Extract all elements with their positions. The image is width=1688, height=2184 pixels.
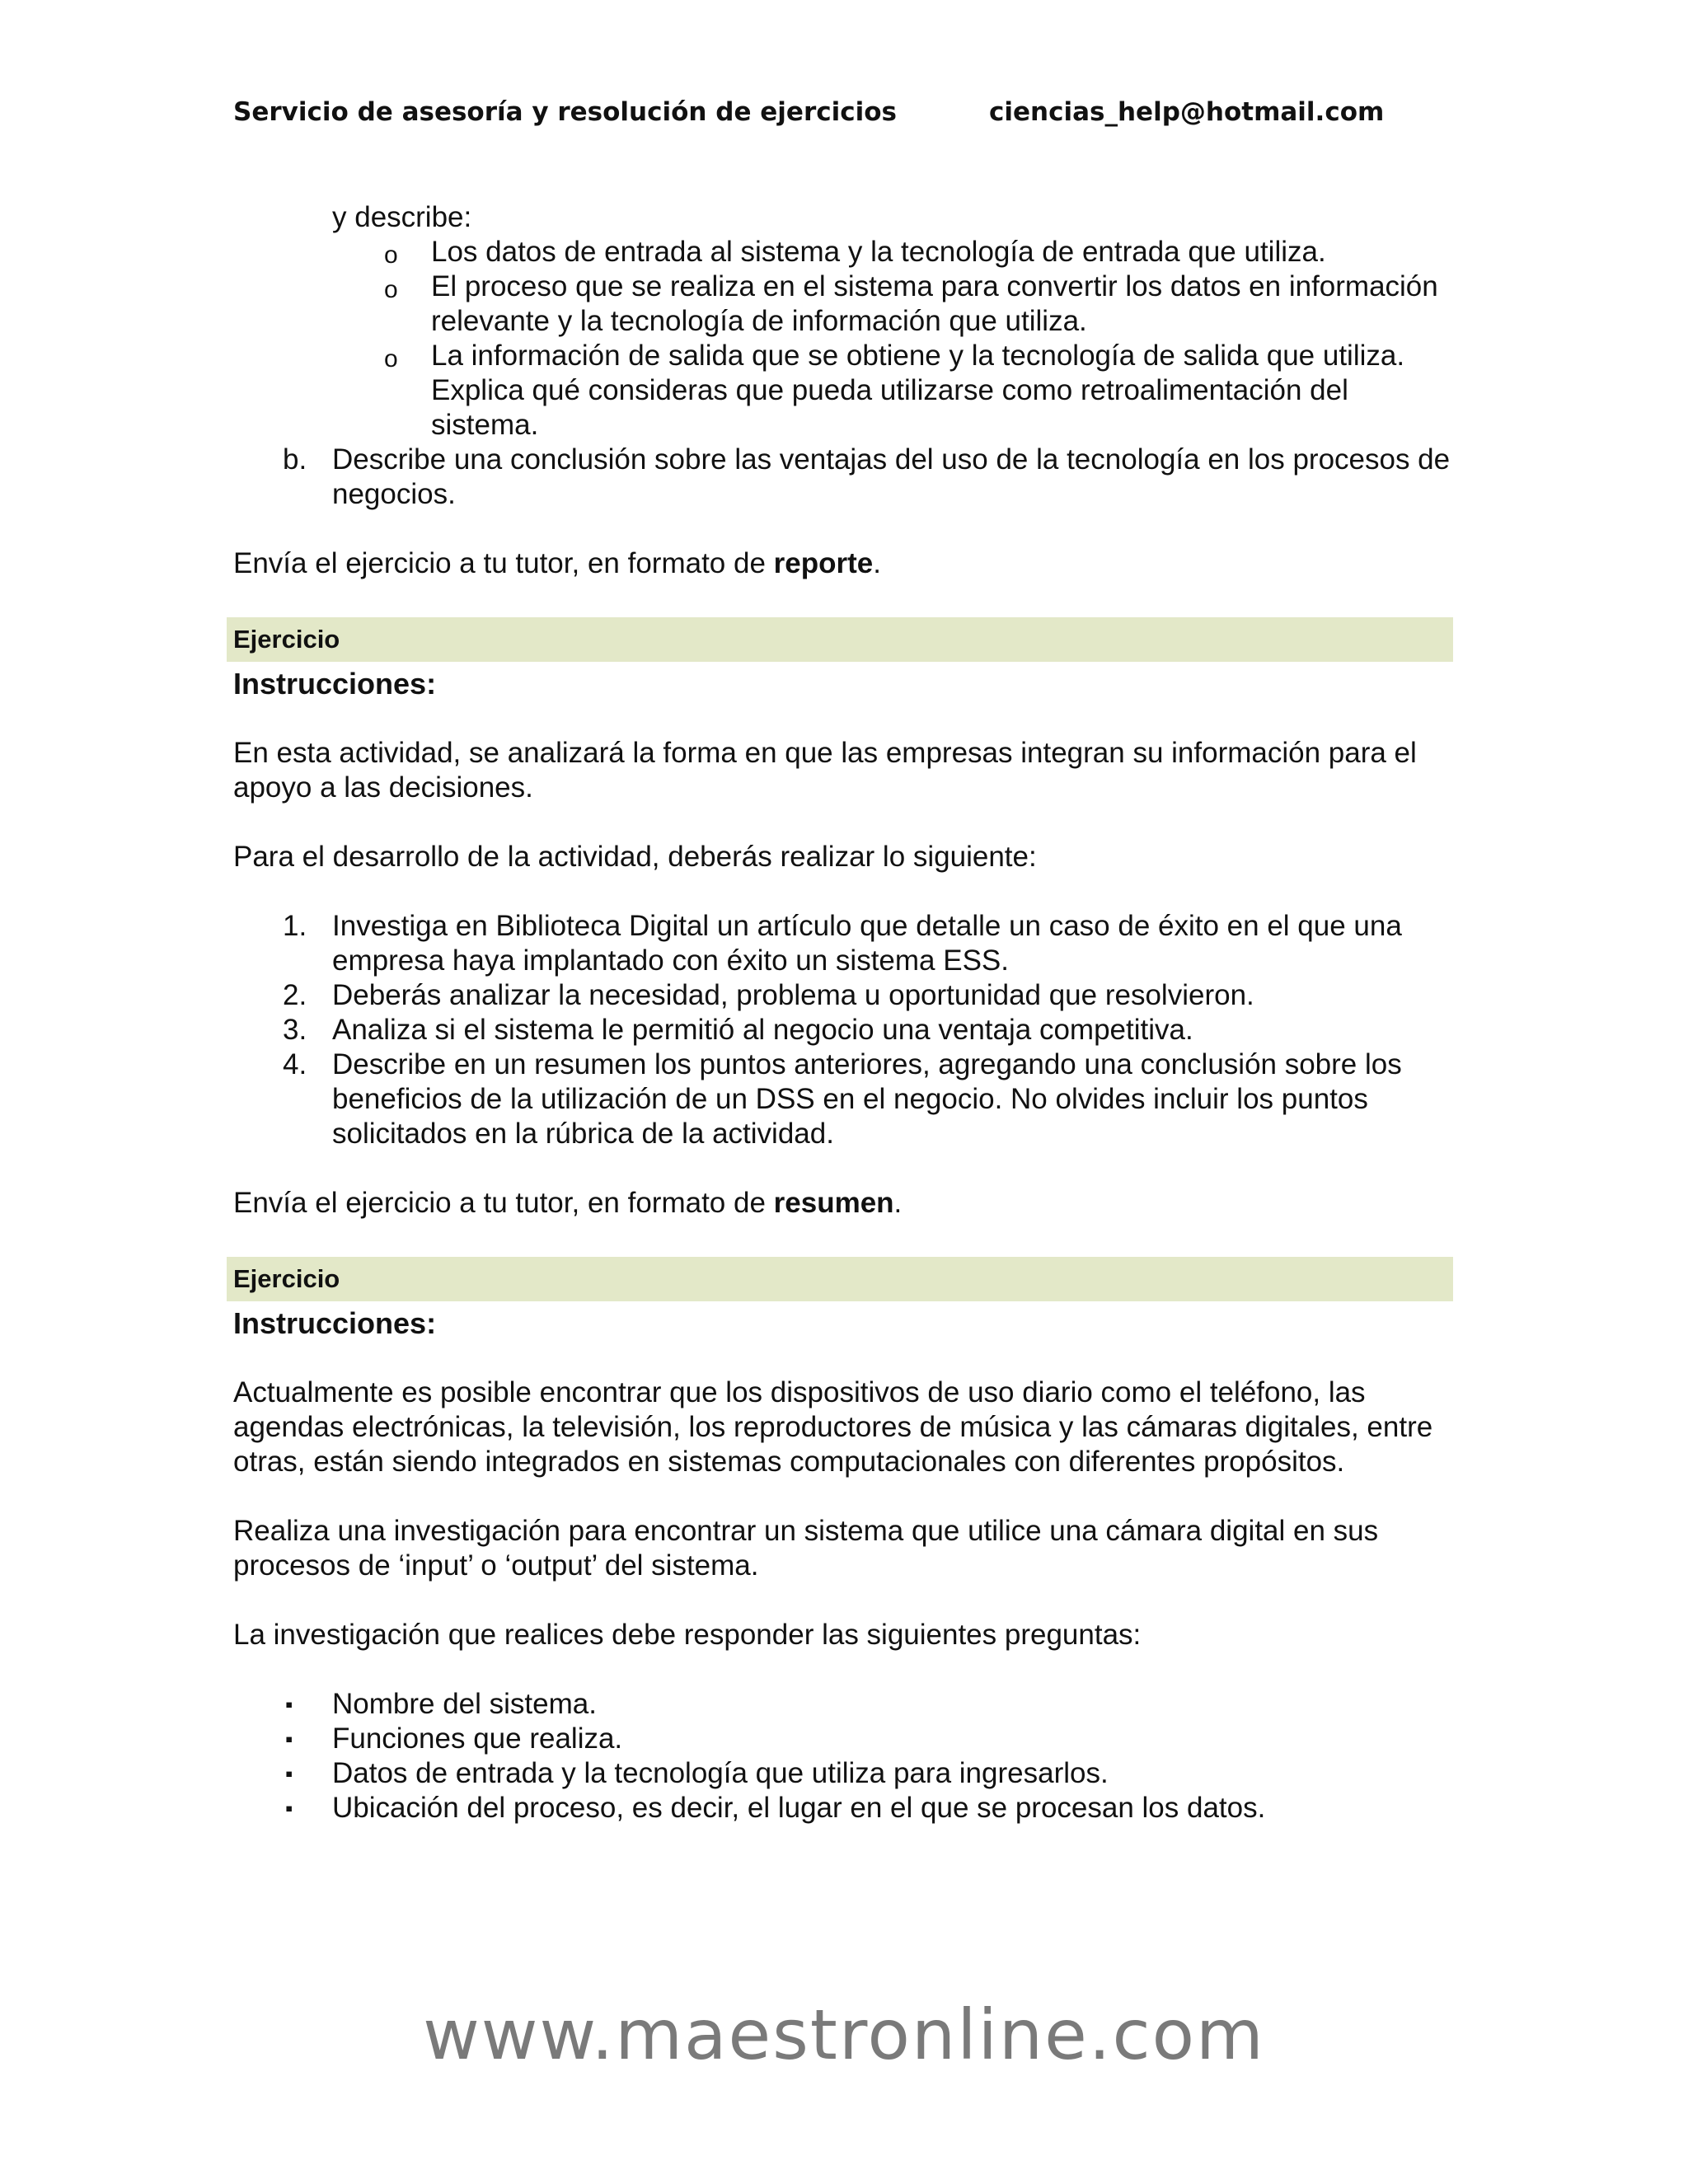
instructions-heading: Instrucciones: [233,1306,437,1340]
exercise-paragraph: Realiza una investigación para encontrar un sistema que utilice una cámara digital en sus procesos de ‘input’ o ‘output’ del sistema. [233,1515,1379,1582]
list-item [233,1013,1453,1047]
list-item [233,1687,1453,1722]
bullet-list [233,1687,1453,1825]
exercise-paragraph: Para el desarrollo de la actividad, deberás realizar lo siguiente: [233,841,1037,873]
square-bullet-icon: ▪ [285,1692,293,1717]
list-marker: 4. [283,1048,307,1080]
circle-bullet-icon: o [384,241,398,269]
numbered-list [233,909,1453,1151]
list-item [233,235,1453,269]
exercise-header-bar: Ejercicio [227,1257,1453,1301]
send-suffix: . [873,547,881,579]
list-item-text: Deberás analizar la necesidad, problema u oportunidad que resolvieron. [332,979,1254,1011]
list-marker: 2. [283,979,307,1011]
exercise-paragraph: La investigación que realices debe responder las siguientes preguntas: [233,1619,1142,1651]
send-suffix: . [893,1187,903,1219]
list-marker: 3. [283,1014,307,1046]
square-bullet-icon: ▪ [285,1727,293,1751]
send-format: reporte [773,547,874,579]
send-instruction [233,1186,1453,1221]
exercise-header-bar: Ejercicio [227,617,1453,662]
describe-sub-list [233,235,1453,443]
list-item-text: Ubicación del proceso, es decir, el lugar en el que se procesan los datos. [332,1792,1266,1824]
list-item [233,339,1453,443]
circle-bullet-icon: o [384,345,398,373]
send-text: Envía el ejercicio a tu tutor, en formato de [233,547,774,579]
circle-bullet-icon: o [384,276,398,303]
list-item [233,1722,1453,1756]
site-watermark: www.maestronline.com [423,1994,1265,2075]
exercise-paragraph: Actualmente es posible encontrar que los dispositivos de uso diario como el teléfono, las agendas electrónicas, la televisión, los reproductores de música y las cámaras digitales, entre otras, están siendo integrados en sistemas computacionales con diferentes propósitos. [233,1376,1433,1478]
list-item-text: Describe una conclusión sobre las ventajas del uso de la tecnología en los procesos de negocios. [332,443,1451,510]
square-bullet-icon: ▪ [285,1796,293,1821]
list-item-text: Investiga en Biblioteca Digital un artículo que detalle un caso de éxito en el que una empresa haya implantado con éxito un sistema ESS. [332,910,1402,977]
list-item-text: La información de salida que se obtiene y la tecnología de salida que utiliza. Explica qué consideras que pueda utilizarse como retroalimentación del sistema. [431,340,1405,441]
square-bullet-icon: ▪ [285,1761,293,1786]
list-item [233,978,1453,1013]
send-instruction [233,546,1453,581]
send-text: Envía el ejercicio a tu tutor, en formato de [233,1187,774,1219]
list-marker: b. [283,443,307,476]
list-item-text: Los datos de entrada al sistema y la tecnología de entrada que utiliza. [431,236,1326,268]
send-format: resumen [773,1187,894,1219]
list-item [233,443,1453,512]
describe-intro: y describe: [332,201,472,233]
list-item [233,1756,1453,1791]
list-item [233,1791,1453,1825]
list-item [233,1047,1453,1151]
list-marker: 1. [283,910,307,942]
list-item [233,909,1453,978]
list-item [233,269,1453,339]
list-item-text: Analiza si el sistema le permitió al negocio una ventaja competitiva. [332,1014,1193,1046]
header-email: ciencias_help@hotmail.com [989,97,1385,127]
list-item-text: El proceso que se realiza en el sistema para convertir los datos en información relevante y la tecnología de información que utiliza. [431,270,1438,337]
list-item-text: Nombre del sistema. [332,1688,597,1720]
alpha-list [233,443,1453,512]
page-content [233,200,1453,1825]
list-item-text: Funciones que realiza. [332,1722,623,1755]
list-item-text: Describe en un resumen los puntos anteriores, agregando una conclusión sobre los beneficios de la utilización de un DSS en el negocio. No olvides incluir los puntos solicitados en la rúbrica de la actividad. [332,1048,1402,1150]
list-item-text: Datos de entrada y la tecnología que utiliza para ingresarlos. [332,1757,1109,1789]
exercise-paragraph: En esta actividad, se analizará la forma en que las empresas integran su información para el apoyo a las decisiones. [233,737,1417,804]
header-service-title: Servicio de asesoría y resolución de ejercicios [233,97,897,127]
instructions-heading: Instrucciones: [233,667,437,701]
